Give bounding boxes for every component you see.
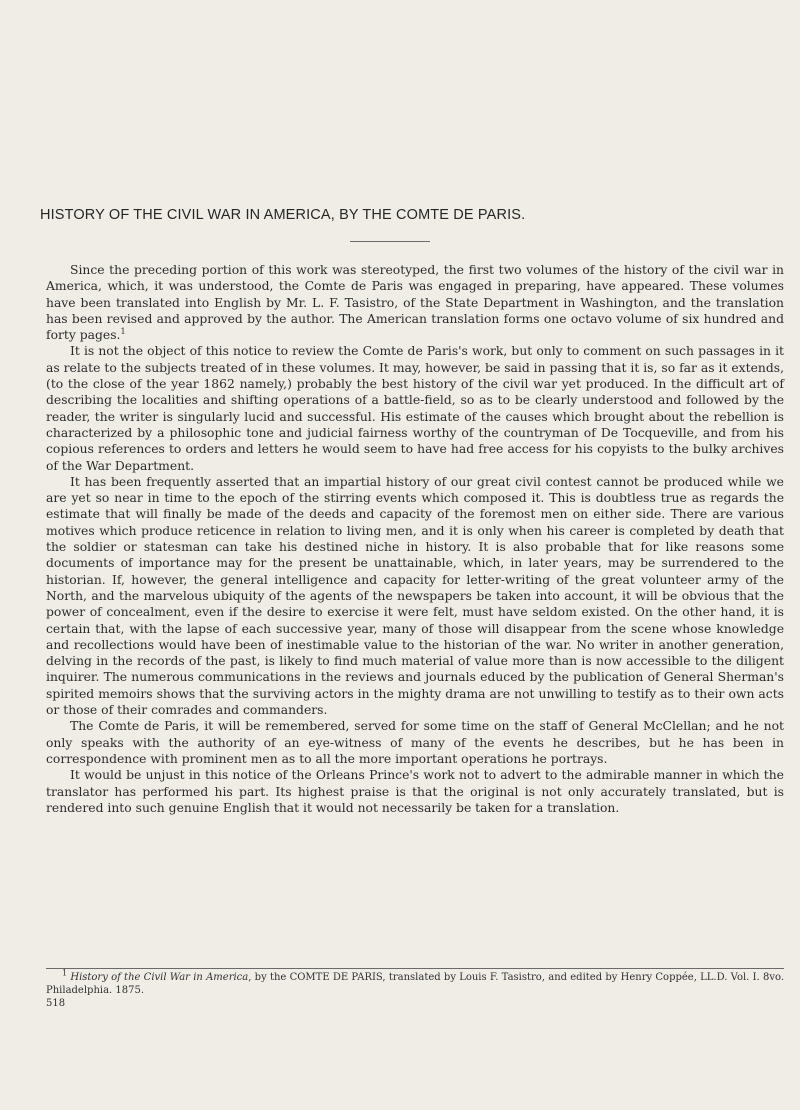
paragraph <box>46 262 784 343</box>
title-divider <box>350 241 430 242</box>
page-number: 518 <box>46 998 66 1009</box>
footnote-divider <box>46 968 784 969</box>
paragraph-text: Since the preceding portion of this work was stereotyped, the first two volumes of the history of the civil war in America, which, it was understood, the Comte de Paris was engaged in preparing, have appeared. These volumes have been translated into English by Mr. L. F. Tasistro, of the State Department in Washington, and the translation has been revised and approved by the author. The American translation forms one octavo volume of six hundred and forty pages. <box>46 263 784 343</box>
paragraph: It is not the object of this notice to review the Comte de Paris's work, but only to comment on such passages in it as relate to the subjects treated of in these volumes. It may, however, be said in passing that it is, so far as it extends, (to the close of the year 1862 namely,) probably the best history of the civil war yet produced. In the difficult art of describing the localities and shifting operations of a battle-field, so as to be clearly understood and followed by the reader, the writer is singularly lucid and successful. His estimate of the causes which brought about the rebellion is characterized by a philosophic tone and judicial fairness worthy of the countryman of De Tocqueville, and from his copious references to orders and letters he would seem to have had free access for his copyists to the bulky archives of the War Department. <box>46 344 784 473</box>
article-body <box>46 262 784 816</box>
footnote-reference[interactable]: 1 <box>120 327 126 337</box>
page-title: HISTORY OF THE CIVIL WAR IN AMERICA, BY THE COMTE DE PARIS. <box>40 207 526 223</box>
footnote-text: , by the COMTE DE PARIS, translated by Louis F. Tasistro, and edited by Henry Coppée, LL.D. Vol. I. 8vo. Philadelphia. 1875. <box>46 972 785 996</box>
footnote-book-title: History of the Civil War in America <box>70 972 249 983</box>
paragraph: It has been frequently asserted that an impartial history of our great civil contest cannot be produced while we are yet so near in time to the epoch of the stirring events which composed it. This is doubtless true as regards the estimate that will finally be made of the deeds and capacity of the foremost men on either side. There are various motives which produce reticence in relation to living men, and it is only when his career is completed by death that the soldier or statesman can take his destined niche in history. It is also probable that for like reasons some documents of importance may for the present be unattainable, which, in later years, may be surrendered to the historian. If, however, the general intelligence and capacity for letter-writing of the great volunteer army of the North, and the marvelous ubiquity of the agents of the newspapers be taken into account, it will be obvious that the power of concealment, even if the desire to exercise it were felt, must have seldom existed. On the other hand, it is certain that, with the lapse of each successive year, many of those will disappear from the scene whose knowledge and recollections would have been of inestimable value to the historian of the war. No writer in another generation, delving in the records of the past, is likely to find much material of value more than is now accessible to the diligent inquirer. The numerous communications in the reviews and journals educed by the publication of General Sherman's spirited memoirs shows that the surviving actors in the mighty drama are not unwilling to testify as to their own acts or those of their comrades and commanders. <box>46 474 784 718</box>
footnote-marker: 1 <box>62 968 68 978</box>
footnote <box>46 968 785 997</box>
paragraph: It would be unjust in this notice of the Orleans Prince's work not to advert to the admirable manner in which the translator has performed his part. Its highest praise is that the original is not only accurately translated, but is rendered into such genuine English that it would not necessarily be taken for a translation. <box>46 768 784 815</box>
paragraph: The Comte de Paris, it will be remembered, served for some time on the staff of General McClellan; and he not only speaks with the authority of an eye-witness of many of the events he describes, but he has been in correspondence with prominent men as to all the more important operations he portrays. <box>46 719 784 766</box>
